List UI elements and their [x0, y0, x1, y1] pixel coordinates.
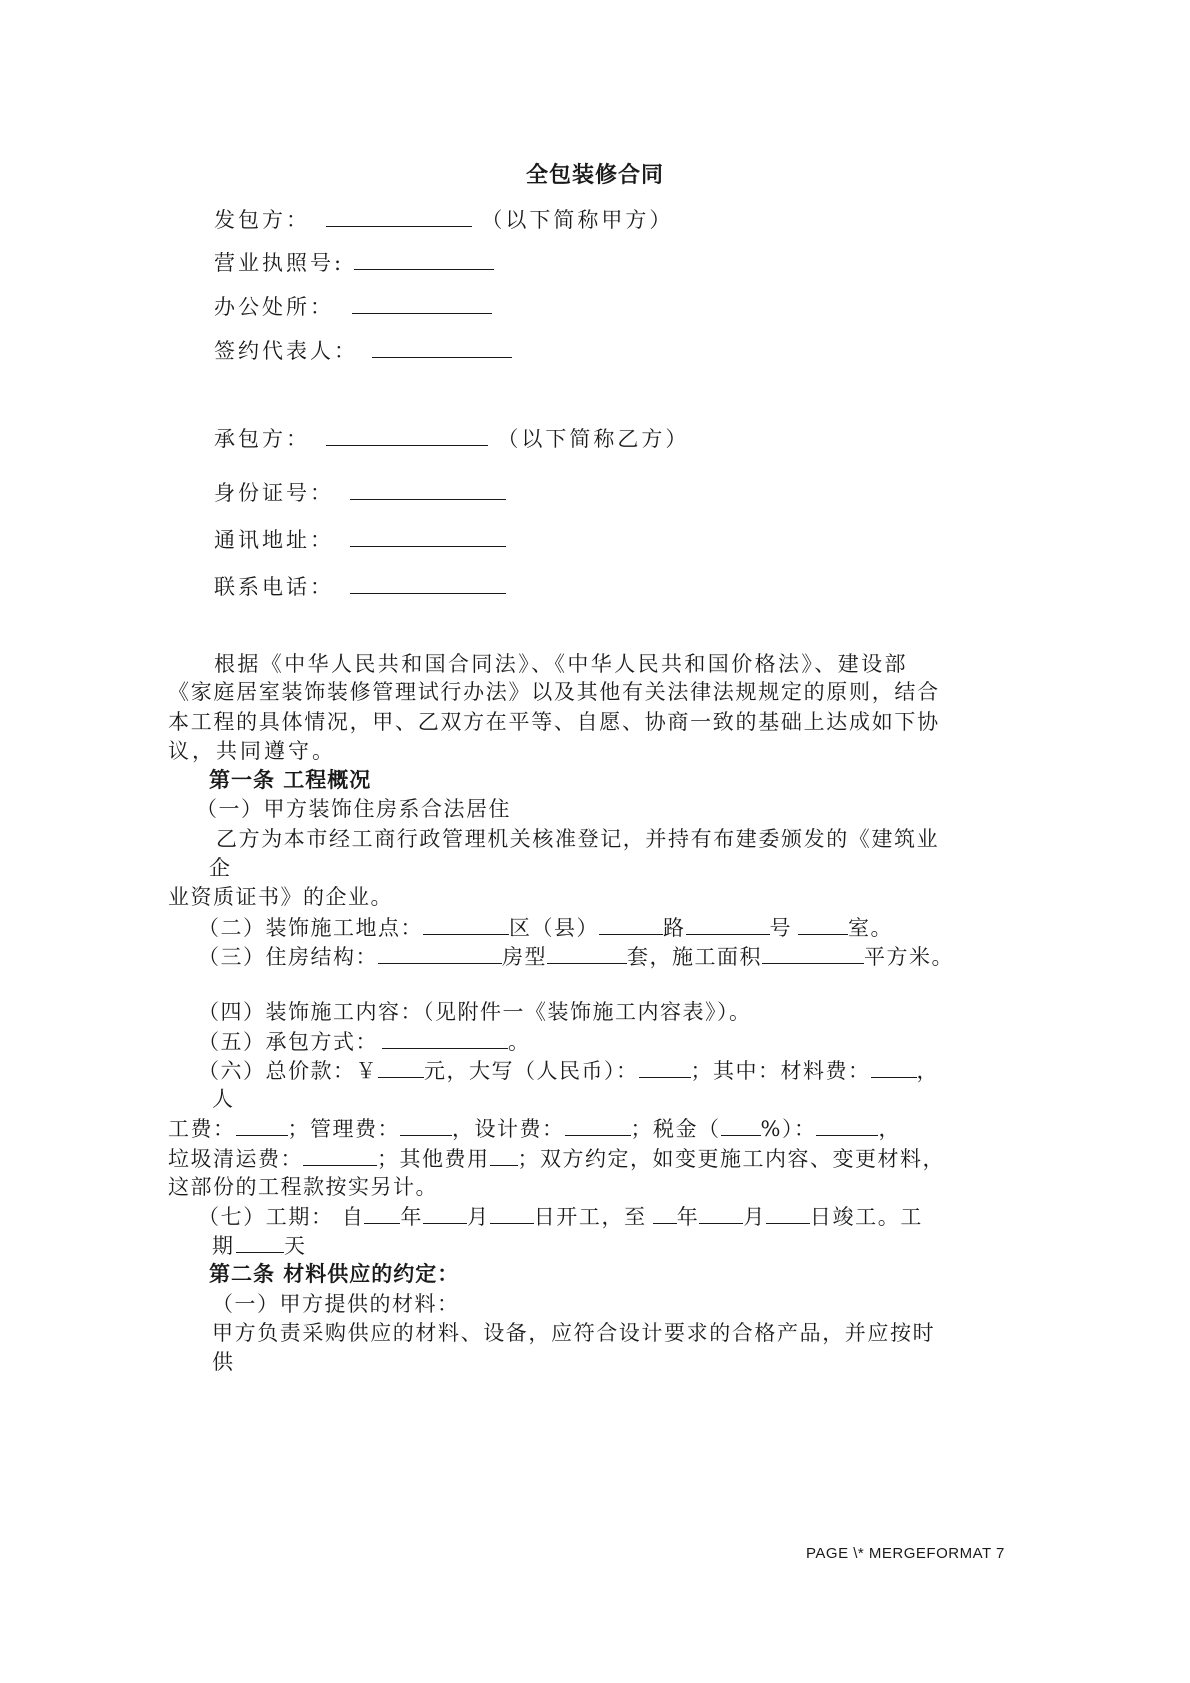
article-1-item-4: （四）装饰施工内容：（见附件一《装饰施工内容表》）。	[198, 1000, 752, 1024]
item-6-comma: ，	[916, 1059, 939, 1083]
item-2-prefix: （二）装饰施工地点：	[198, 916, 423, 940]
item-7-prefix: （七）工期： 自	[198, 1205, 365, 1229]
start-month-blank[interactable]	[423, 1201, 467, 1224]
article-1-item-1: （一）甲方装饰住房系合法居住	[196, 797, 511, 821]
garbage-fee-blank[interactable]	[303, 1143, 377, 1166]
party-b-address-line	[214, 524, 506, 555]
item-6-of: ；其中：材料费：	[690, 1059, 871, 1083]
tax-amount-blank[interactable]	[816, 1113, 878, 1136]
total-price-blank[interactable]	[378, 1055, 424, 1078]
item-7-period-line	[212, 1230, 308, 1261]
start-year-blank[interactable]	[364, 1201, 400, 1224]
item-6-design: ，设计费：	[452, 1117, 565, 1141]
article-1-item-7	[198, 1201, 923, 1232]
article-1-item-1-cont-2: 企	[209, 856, 233, 880]
page-footer: PAGE \* MERGEFORMAT 7	[806, 1545, 1005, 1562]
item-6-fees-line	[168, 1113, 901, 1144]
end-month-blank[interactable]	[699, 1201, 743, 1224]
item-6-yuan: 元，大写（人民币）：	[424, 1059, 639, 1083]
item-6-pct: %）：	[760, 1117, 817, 1141]
article-2-item-1-cont-2: 供	[212, 1350, 236, 1374]
item-6-ren-line: 人	[212, 1087, 236, 1111]
item-3-type: 房型	[502, 945, 547, 969]
article-1-item-1-cont-1: 乙方为本市经工商行政管理机关核准登记，并持有布建委颁发的《建筑业	[216, 827, 940, 851]
item-5-end: 。	[508, 1030, 531, 1054]
area-blank[interactable]	[762, 941, 864, 964]
item-7-year: 年	[400, 1205, 424, 1229]
party-a-name-line	[214, 204, 673, 235]
party-a-license-blank[interactable]	[354, 247, 494, 270]
intro-line-2: 《家庭居室装饰装修管理试行办法》以及其他有关法律法规规定的原则，结合	[168, 680, 940, 704]
structure-blank[interactable]	[378, 941, 502, 964]
intro-line-3: 本工程的具体情况，甲、乙双方在平等、自愿、协商一致的基础上达成如下协	[168, 710, 940, 734]
item-5-prefix: （五）承包方式：	[198, 1030, 378, 1054]
item-3-prefix: （三）住房结构：	[198, 945, 378, 969]
article-1-item-2	[198, 912, 893, 943]
set-blank[interactable]	[547, 941, 627, 964]
intro-line-4: 议，共同遵守。	[168, 739, 336, 763]
article-2-heading: 第二条 材料供应的约定：	[209, 1261, 460, 1286]
item-2-road: 路	[663, 916, 686, 940]
item-2-room: 室。	[848, 916, 893, 940]
party-b-phone-label: 联系电话：	[214, 575, 334, 599]
end-day-blank[interactable]	[766, 1201, 810, 1224]
item-6-agree: ；双方约定，如变更施工内容、变更材料，	[517, 1147, 945, 1171]
party-b-address-blank[interactable]	[350, 524, 506, 547]
period-days-blank[interactable]	[236, 1230, 284, 1253]
article-1-item-3	[198, 941, 954, 972]
item-3-set: 套，施工面积	[627, 945, 762, 969]
party-b-address-label: 通讯地址：	[214, 528, 334, 552]
item-7-day: 天	[284, 1234, 308, 1258]
item-7-month: 月	[467, 1205, 490, 1229]
party-a-office-line	[214, 291, 492, 322]
party-b-name-label: 承包方：	[214, 427, 310, 451]
material-fee-blank[interactable]	[871, 1055, 917, 1078]
item-7-year2: 年	[676, 1205, 700, 1229]
item-7-month2: 月	[743, 1205, 766, 1229]
item-7-start: 日开工，至	[533, 1205, 647, 1229]
party-a-office-label: 办公处所：	[214, 295, 334, 319]
party-a-rep-label: 签约代表人：	[214, 339, 358, 363]
item-6-prefix: （六）总价款：￥	[198, 1059, 378, 1083]
party-a-rep-blank[interactable]	[372, 335, 512, 358]
item-6-other: ；其他费用	[377, 1147, 490, 1171]
party-a-name-label: 发包方：	[214, 208, 310, 232]
end-year-blank[interactable]	[653, 1201, 677, 1224]
article-1-item-1-cont-3: 业资质证书》的企业。	[168, 885, 393, 909]
article-1-heading: 第一条 工程概况	[209, 767, 372, 792]
party-a-name-blank[interactable]	[326, 204, 472, 227]
intro-line-1: 根据《中华人民共和国合同法》、《中华人民共和国价格法》、建设部	[214, 652, 908, 676]
road-blank[interactable]	[599, 912, 663, 935]
other-fee-blank[interactable]	[490, 1143, 518, 1166]
party-b-id-line	[214, 477, 506, 508]
article-1-item-6	[198, 1055, 939, 1086]
total-capital-blank[interactable]	[639, 1055, 691, 1078]
number-blank[interactable]	[686, 912, 770, 935]
management-fee-blank[interactable]	[400, 1113, 452, 1136]
article-2-item-1: （一）甲方提供的材料：	[212, 1292, 460, 1316]
party-b-name-line	[214, 423, 689, 454]
party-a-license-line	[214, 247, 494, 278]
party-b-phone-blank[interactable]	[350, 571, 506, 594]
item-2-number: 号	[769, 916, 792, 940]
party-b-name-suffix: （以下简称乙方）	[497, 427, 690, 451]
item-6-mgmt: ；管理费：	[287, 1117, 400, 1141]
tax-rate-blank[interactable]	[721, 1113, 761, 1136]
contract-method-blank[interactable]	[382, 1026, 508, 1049]
item-7-end: 日竣工。工	[809, 1205, 923, 1229]
labor-fee-blank[interactable]	[236, 1113, 288, 1136]
party-a-license-label: 营业执照号:	[214, 251, 345, 275]
party-b-id-label: 身份证号：	[214, 481, 334, 505]
item-3-unit: 平方米。	[864, 945, 954, 969]
party-a-name-suffix: （以下简称甲方）	[481, 208, 674, 232]
item-6-garbage-line	[168, 1143, 945, 1174]
party-b-phone-line	[214, 571, 506, 602]
start-day-blank[interactable]	[490, 1201, 534, 1224]
item-6-last: 这部份的工程款按实另计。	[168, 1175, 438, 1199]
party-b-id-blank[interactable]	[350, 477, 506, 500]
article-1-item-5	[198, 1026, 531, 1057]
item-6-tax: ；税金（	[630, 1117, 721, 1141]
item-7-period: 期	[212, 1234, 236, 1258]
page-title: 全包装修合同	[525, 162, 664, 188]
item-6-labor: 工费：	[168, 1117, 236, 1141]
article-2-item-1-cont-1: 甲方负责采购供应的材料、设备，应符合设计要求的合格产品，并应按时	[212, 1321, 936, 1345]
party-a-rep-line	[214, 335, 512, 366]
item-2-district: 区（县）	[509, 916, 599, 940]
party-b-name-blank[interactable]	[326, 423, 488, 446]
item-6-garbage: 垃圾清运费：	[168, 1147, 303, 1171]
party-a-office-blank[interactable]	[352, 291, 492, 314]
district-blank[interactable]	[423, 912, 509, 935]
item-6-comma2: ，	[878, 1117, 901, 1141]
design-fee-blank[interactable]	[565, 1113, 631, 1136]
room-blank[interactable]	[798, 912, 848, 935]
